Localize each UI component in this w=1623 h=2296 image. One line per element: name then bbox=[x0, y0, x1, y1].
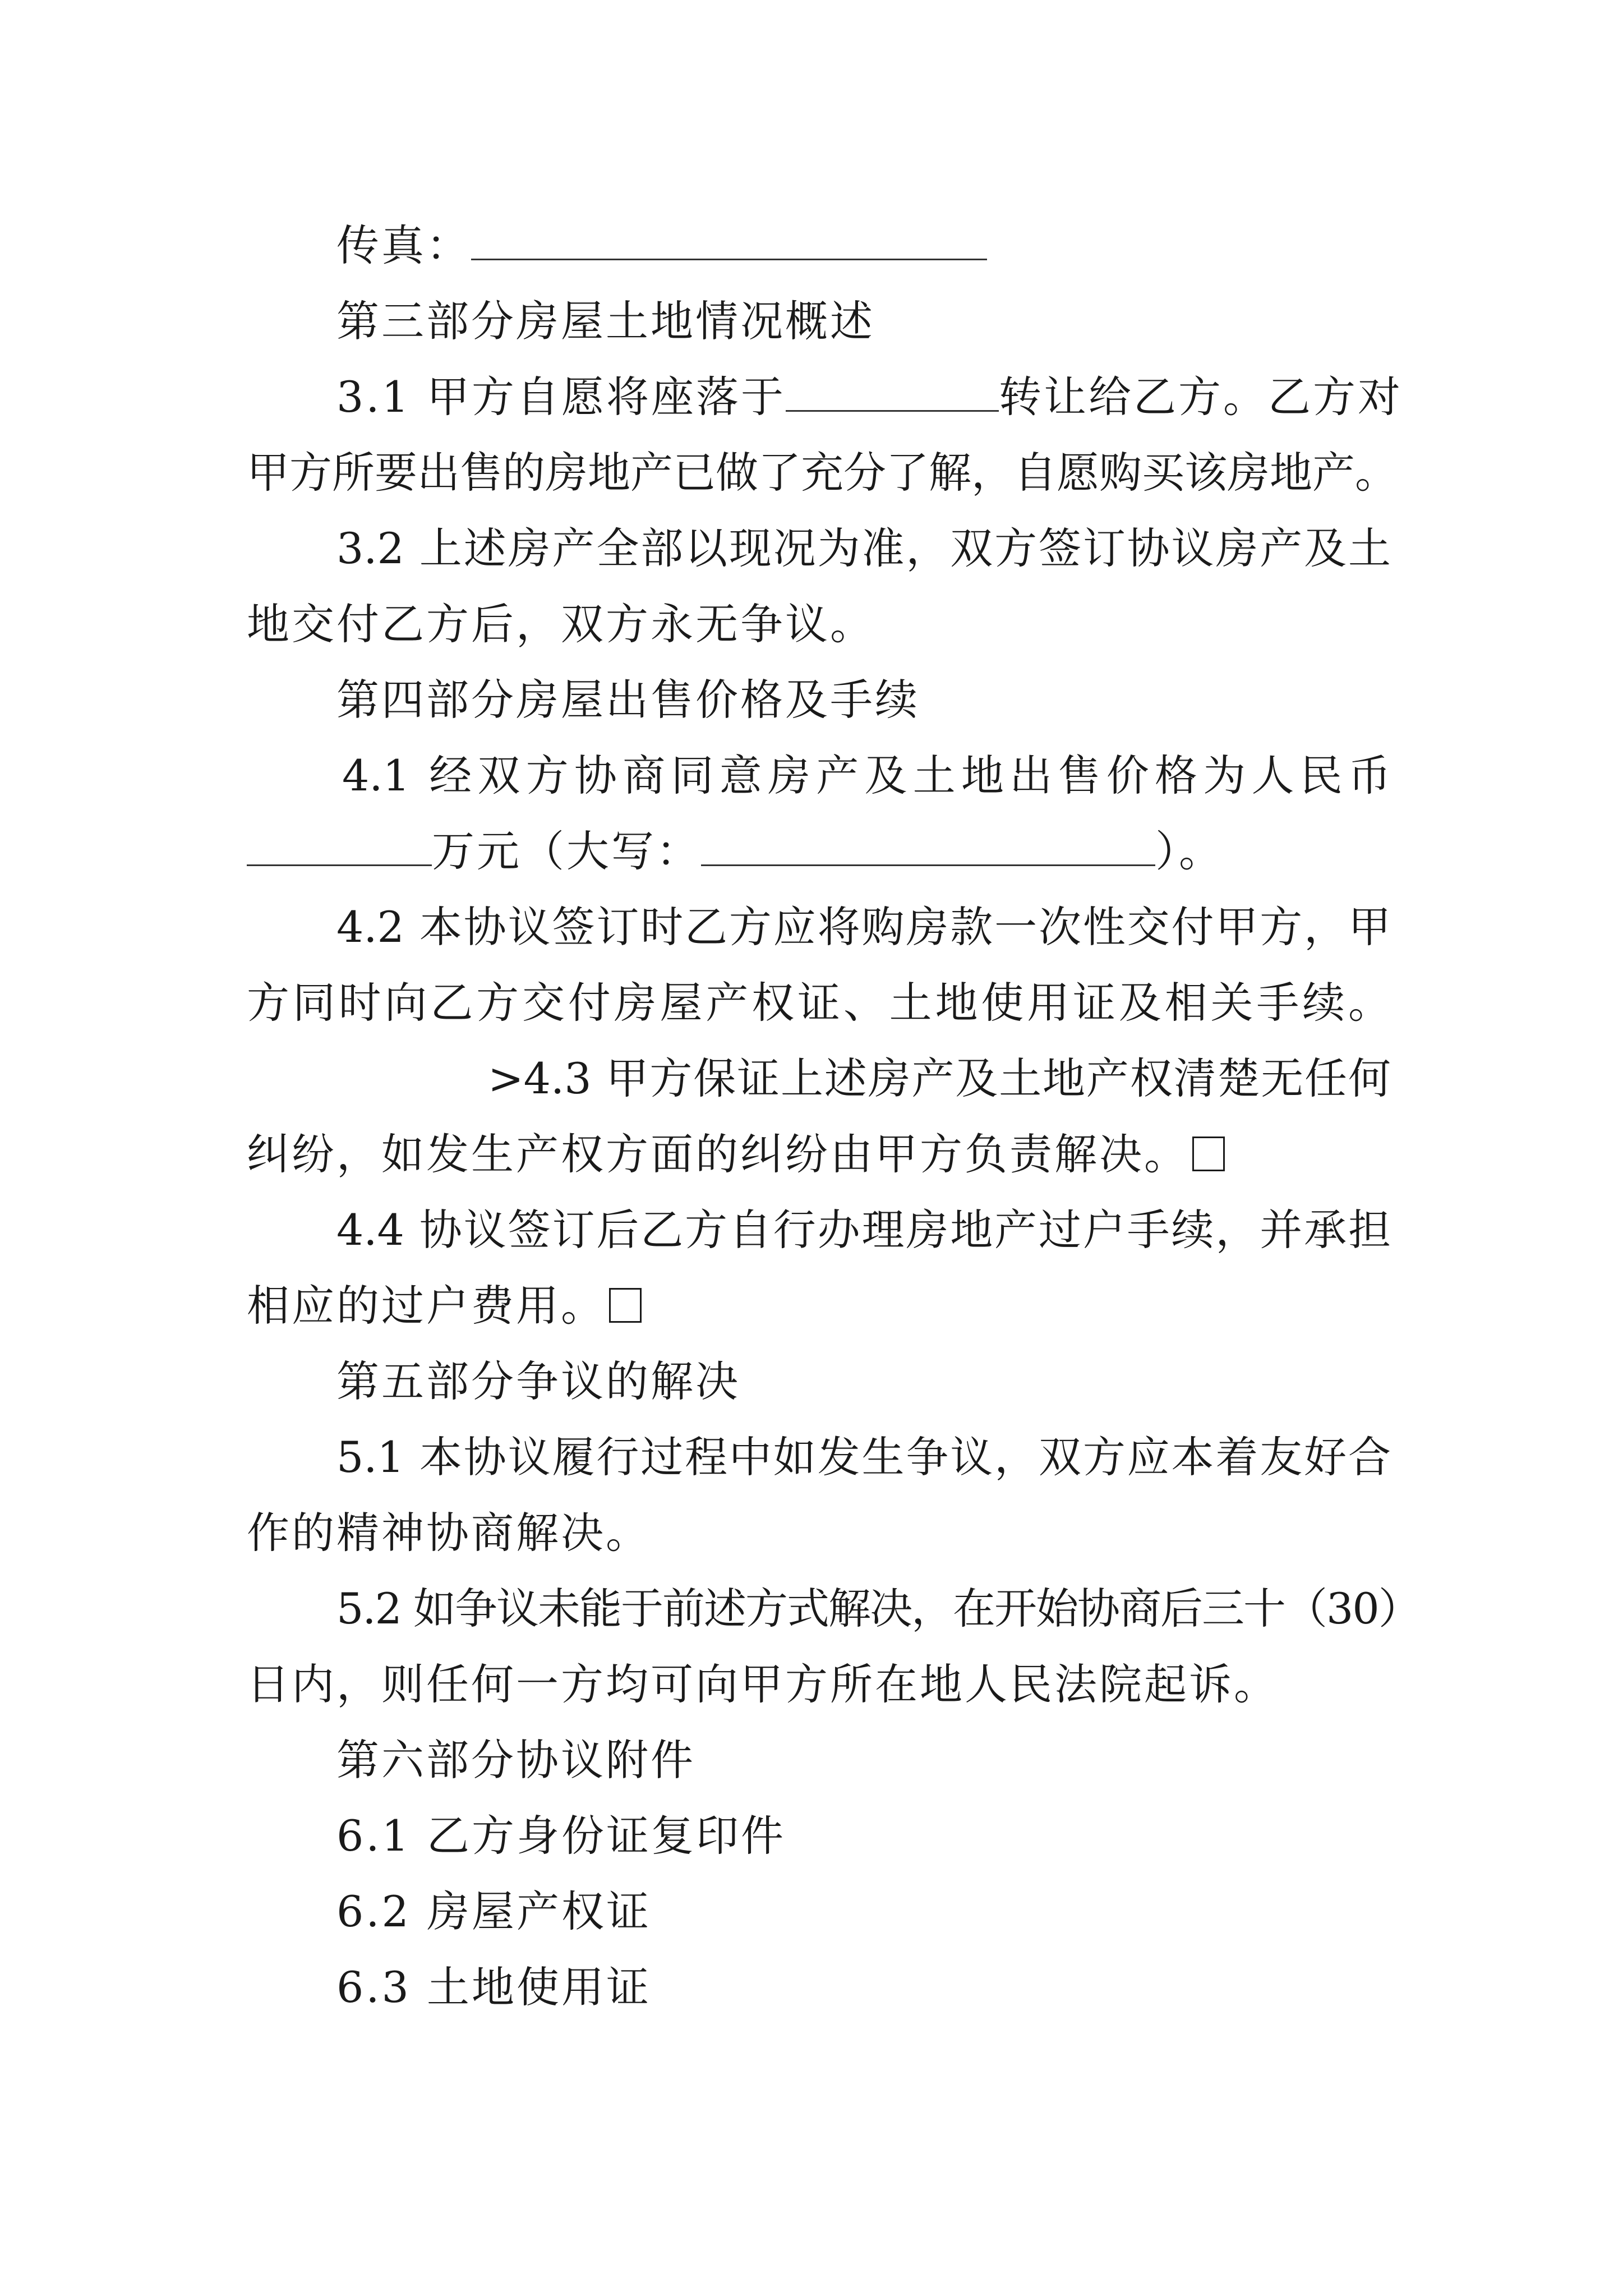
clause-3-1-line-2: 甲方所要出售的房地产已做了充分了解，自愿购买该房地产。 bbox=[247, 448, 1398, 498]
clause-4-3-line-1: >4.3 甲方保证上述房产及土地产权清楚无任何 bbox=[488, 1053, 1391, 1103]
fax-line bbox=[336, 219, 1391, 273]
clause-3-1-text-a: 3.1 甲方自愿将座落于 bbox=[336, 372, 786, 422]
clause-4-2-line-1: 4.2 本协议签订时乙方应将购房款一次性交付甲方，甲 bbox=[336, 902, 1391, 952]
clause-4-1-text-c: ）。 bbox=[1155, 826, 1224, 876]
attachment-6-2: 6.2 房屋产权证 bbox=[336, 1887, 652, 1936]
clause-4-4-line-1: 4.4 协议签订后乙方自行办理房地产过户手续，并承担 bbox=[336, 1205, 1391, 1255]
clause-4-3-line-2 bbox=[247, 1128, 1391, 1181]
fax-blank[interactable] bbox=[471, 219, 987, 260]
clause-4-4-line-2 bbox=[247, 1279, 1391, 1333]
fax-label: 传真： bbox=[336, 220, 471, 270]
checkbox-icon bbox=[1192, 1137, 1225, 1171]
clause-3-2-line-2: 地交付乙方后，双方永无争议。 bbox=[247, 599, 875, 649]
clause-3-2-line-1: 3.2 上述房产全部以现况为准，双方签订协议房产及土 bbox=[336, 523, 1391, 573]
part5-heading: 第五部分争议的解决 bbox=[336, 1356, 740, 1406]
part3-heading: 第三部分房屋土地情况概述 bbox=[336, 296, 875, 346]
part4-heading: 第四部分房屋出售价格及手续 bbox=[336, 675, 920, 725]
price-blank[interactable] bbox=[247, 825, 432, 866]
clause-4-1-line-1: 4.1 经双方协商同意房产及土地出售价格为人民币 bbox=[342, 751, 1391, 800]
attachment-6-3: 6.3 土地使用证 bbox=[336, 1962, 652, 2012]
price-uppercase-blank[interactable] bbox=[701, 825, 1155, 866]
clause-3-1-line-1 bbox=[336, 370, 1403, 424]
part6-heading: 第六部分协议附件 bbox=[336, 1735, 695, 1785]
clause-5-1-line-1: 5.1 本协议履行过程中如发生争议，双方应本着友好合 bbox=[336, 1432, 1391, 1482]
clause-5-2-line-2: 日内，则任何一方均可向甲方所在地人民法院起诉。 bbox=[247, 1659, 1279, 1709]
clause-4-3-text-b: 纠纷，如发生产权方面的纠纷由甲方负责解决。 bbox=[247, 1129, 1189, 1179]
clause-4-4-text-b: 相应的过户费用。 bbox=[247, 1281, 606, 1331]
clause-4-1-line-2 bbox=[247, 825, 1391, 878]
clause-5-1-line-2: 作的精神协商解决。 bbox=[247, 1508, 651, 1558]
clause-3-1-text-b: 转让给乙方。乙方对 bbox=[999, 372, 1403, 422]
attachment-6-1: 6.1 乙方身份证复印件 bbox=[336, 1811, 786, 1861]
clause-4-1-text-b: 万元（大写： bbox=[432, 826, 701, 876]
clause-4-2-line-2: 方同时向乙方交付房屋产权证、土地使用证及相关手续。 bbox=[247, 978, 1391, 1028]
clause-5-2-line-1: 5.2 如争议未能于前述方式解决，在开始协商后三十（30） bbox=[336, 1584, 1420, 1634]
location-blank[interactable] bbox=[786, 371, 999, 412]
checkbox-icon bbox=[609, 1288, 642, 1323]
